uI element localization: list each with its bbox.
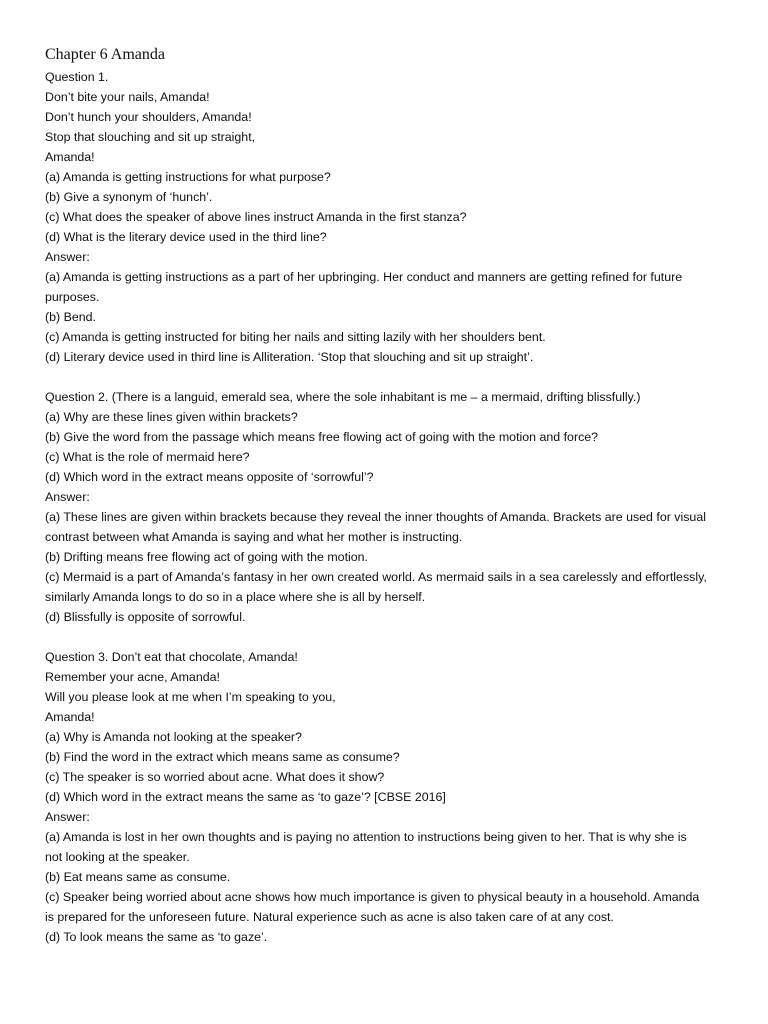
text-line: Remember your acne, Amanda! [45, 670, 220, 684]
text-line: Question 3. Don’t eat that chocolate, Amanda! [45, 650, 298, 664]
paragraph-gap [45, 367, 728, 387]
text-line: (c) What is the role of mermaid here? [45, 450, 250, 464]
text-line: (a) Why is Amanda not looking at the speaker? [45, 730, 302, 744]
text-line: Answer: [45, 490, 90, 504]
text-line: (b) Eat means same as consume. [45, 870, 231, 884]
text-line: (a) Amanda is getting instructions as a part of her upbringing. Her conduct and manners are getting refined for future [45, 270, 683, 284]
text-line: purposes. [45, 290, 100, 304]
text-line: Amanda! [45, 150, 95, 164]
text-line: contrast between what Amanda is saying and what her mother is instructing. [45, 530, 463, 544]
text-line: (b) Drifting means free flowing act of going with the motion. [45, 550, 368, 564]
text-line: (c) Speaker being worried about acne shows how much importance is given to physical beauty in a household. Amanda [45, 890, 700, 904]
page-title: Chapter 6 Amanda [45, 46, 165, 63]
text-line: (a) Amanda is lost in her own thoughts and is paying no attention to instructions being given to her. That is why she is [45, 830, 687, 844]
text-line: (d) Which word in the extract means the same as ‘to gaze’? [CBSE 2016] [45, 790, 446, 804]
text-line: Question 2. (There is a languid, emerald sea, where the sole inhabitant is me – a mermaid, drifting blissfully.) [45, 390, 641, 404]
text-line: (a) Amanda is getting instructions for what purpose? [45, 170, 331, 184]
text-line: similarly Amanda longs to do so in a place where she is all by herself. [45, 590, 426, 604]
document-body [45, 67, 728, 947]
text-line: not looking at the speaker. [45, 850, 190, 864]
text-line: (d) Which word in the extract means opposite of ‘sorrowful’? [45, 470, 374, 484]
text-line: (c) What does the speaker of above lines instruct Amanda in the first stanza? [45, 210, 467, 224]
text-line: (d) Blissfully is opposite of sorrowful. [45, 610, 246, 624]
text-line: Answer: [45, 810, 90, 824]
text-line: (c) The speaker is so worried about acne. What does it show? [45, 770, 385, 784]
text-line: Don’t bite your nails, Amanda! [45, 90, 210, 104]
text-line: Amanda! [45, 710, 95, 724]
text-line: Don’t hunch your shoulders, Amanda! [45, 110, 252, 124]
paragraph-gap [45, 627, 728, 647]
text-line: (b) Find the word in the extract which means same as consume? [45, 750, 400, 764]
text-line: Will you please look at me when I’m speaking to you, [45, 690, 336, 704]
text-line: is prepared for the unforeseen future. Natural experience such as acne is also taken care of at any cost. [45, 910, 614, 924]
text-line: (d) Literary device used in third line is Alliteration. ‘Stop that slouching and sit up straight’. [45, 350, 534, 364]
text-line: Answer: [45, 250, 90, 264]
text-line: (b) Give the word from the passage which means free flowing act of going with the motion and force? [45, 430, 599, 444]
text-line: (b) Give a synonym of ‘hunch’. [45, 190, 213, 204]
text-line: (a) These lines are given within brackets because they reveal the inner thoughts of Amanda. Brackets are used for visual [45, 510, 706, 524]
text-line: (c) Mermaid is a part of Amanda’s fantasy in her own created world. As mermaid sails in a sea carelessly and effortlessly, [45, 570, 707, 584]
text-line: (d) To look means the same as ‘to gaze’. [45, 930, 268, 944]
text-line: (d) What is the literary device used in the third line? [45, 230, 327, 244]
text-line: Question 1. [45, 70, 109, 84]
text-line: Stop that slouching and sit up straight, [45, 130, 256, 144]
text-line: (a) Why are these lines given within brackets? [45, 410, 298, 424]
text-line: (b) Bend. [45, 310, 96, 324]
text-line: (c) Amanda is getting instructed for biting her nails and sitting lazily with her shoulders bent. [45, 330, 546, 344]
